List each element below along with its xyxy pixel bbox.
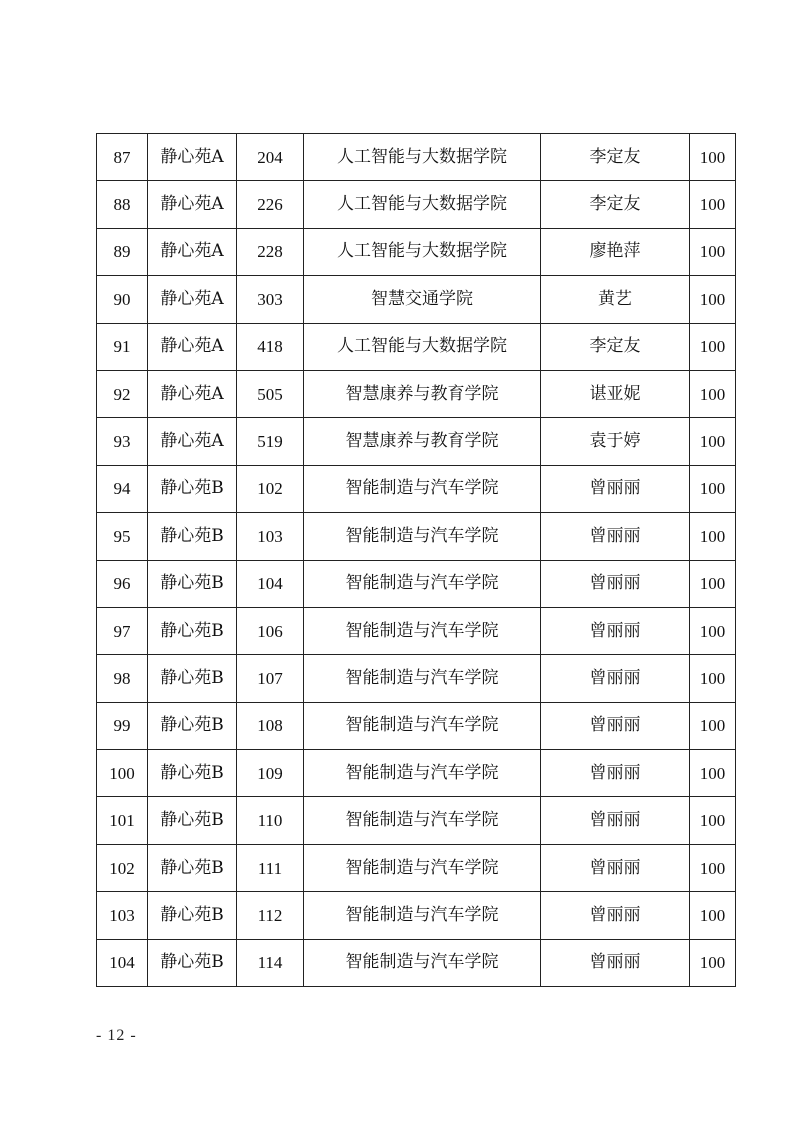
table-row <box>97 418 736 465</box>
score-cell: 100 <box>690 228 736 275</box>
room-number-cell: 112 <box>237 892 304 939</box>
building-cell: 静心苑B <box>148 892 237 939</box>
person-cell: 曾丽丽 <box>541 513 690 560</box>
college-cell: 智慧康养与教育学院 <box>304 370 541 417</box>
score-cell: 100 <box>690 655 736 702</box>
table-row <box>97 892 736 939</box>
score-cell: 100 <box>690 702 736 749</box>
person-cell: 谌亚妮 <box>541 370 690 417</box>
score-cell: 100 <box>690 797 736 844</box>
row-number-cell: 94 <box>97 465 148 512</box>
person-cell: 曾丽丽 <box>541 607 690 654</box>
table-row <box>97 607 736 654</box>
score-cell: 100 <box>690 134 736 181</box>
row-number-cell: 100 <box>97 750 148 797</box>
score-cell: 100 <box>690 276 736 323</box>
building-cell: 静心苑B <box>148 797 237 844</box>
person-cell: 黄艺 <box>541 276 690 323</box>
table-row <box>97 323 736 370</box>
building-cell: 静心苑B <box>148 465 237 512</box>
person-cell: 曾丽丽 <box>541 939 690 986</box>
person-cell: 李定友 <box>541 134 690 181</box>
room-number-cell: 303 <box>237 276 304 323</box>
building-cell: 静心苑B <box>148 702 237 749</box>
row-number-cell: 103 <box>97 892 148 939</box>
row-number-cell: 90 <box>97 276 148 323</box>
room-number-cell: 102 <box>237 465 304 512</box>
room-number-cell: 114 <box>237 939 304 986</box>
score-cell: 100 <box>690 560 736 607</box>
table-body <box>97 134 736 987</box>
building-cell: 静心苑B <box>148 655 237 702</box>
table-row <box>97 844 736 891</box>
person-cell: 李定友 <box>541 323 690 370</box>
college-cell: 智能制造与汽车学院 <box>304 560 541 607</box>
room-number-cell: 109 <box>237 750 304 797</box>
person-cell: 李定友 <box>541 181 690 228</box>
person-cell: 曾丽丽 <box>541 750 690 797</box>
row-number-cell: 98 <box>97 655 148 702</box>
table-row <box>97 702 736 749</box>
person-cell: 曾丽丽 <box>541 655 690 702</box>
row-number-cell: 87 <box>97 134 148 181</box>
room-number-cell: 107 <box>237 655 304 702</box>
college-cell: 智能制造与汽车学院 <box>304 465 541 512</box>
college-cell: 智慧交通学院 <box>304 276 541 323</box>
building-cell: 静心苑B <box>148 513 237 560</box>
person-cell: 曾丽丽 <box>541 844 690 891</box>
college-cell: 人工智能与大数据学院 <box>304 134 541 181</box>
building-cell: 静心苑B <box>148 844 237 891</box>
room-number-cell: 204 <box>237 134 304 181</box>
table-row <box>97 370 736 417</box>
building-cell: 静心苑A <box>148 181 237 228</box>
score-cell: 100 <box>690 370 736 417</box>
person-cell: 曾丽丽 <box>541 465 690 512</box>
college-cell: 人工智能与大数据学院 <box>304 181 541 228</box>
room-number-cell: 505 <box>237 370 304 417</box>
row-number-cell: 101 <box>97 797 148 844</box>
building-cell: 静心苑A <box>148 228 237 275</box>
room-number-cell: 226 <box>237 181 304 228</box>
score-cell: 100 <box>690 323 736 370</box>
person-cell: 曾丽丽 <box>541 702 690 749</box>
college-cell: 智能制造与汽车学院 <box>304 939 541 986</box>
table-row <box>97 276 736 323</box>
row-number-cell: 95 <box>97 513 148 560</box>
room-number-cell: 103 <box>237 513 304 560</box>
building-cell: 静心苑B <box>148 560 237 607</box>
building-cell: 静心苑A <box>148 370 237 417</box>
table-row <box>97 513 736 560</box>
person-cell: 曾丽丽 <box>541 892 690 939</box>
room-number-cell: 519 <box>237 418 304 465</box>
person-cell: 曾丽丽 <box>541 797 690 844</box>
score-cell: 100 <box>690 181 736 228</box>
person-cell: 袁于婷 <box>541 418 690 465</box>
building-cell: 静心苑A <box>148 418 237 465</box>
building-cell: 静心苑B <box>148 939 237 986</box>
person-cell: 曾丽丽 <box>541 560 690 607</box>
table-row <box>97 560 736 607</box>
row-number-cell: 99 <box>97 702 148 749</box>
table-row <box>97 228 736 275</box>
table-row <box>97 134 736 181</box>
row-number-cell: 89 <box>97 228 148 275</box>
college-cell: 智能制造与汽车学院 <box>304 844 541 891</box>
college-cell: 智能制造与汽车学院 <box>304 892 541 939</box>
building-cell: 静心苑A <box>148 323 237 370</box>
college-cell: 智能制造与汽车学院 <box>304 655 541 702</box>
dormitory-score-table <box>96 133 736 987</box>
college-cell: 智慧康养与教育学院 <box>304 418 541 465</box>
score-cell: 100 <box>690 939 736 986</box>
room-number-cell: 111 <box>237 844 304 891</box>
college-cell: 智能制造与汽车学院 <box>304 513 541 560</box>
table-row <box>97 465 736 512</box>
college-cell: 智能制造与汽车学院 <box>304 750 541 797</box>
row-number-cell: 104 <box>97 939 148 986</box>
score-cell: 100 <box>690 513 736 560</box>
row-number-cell: 96 <box>97 560 148 607</box>
room-number-cell: 228 <box>237 228 304 275</box>
row-number-cell: 88 <box>97 181 148 228</box>
college-cell: 智能制造与汽车学院 <box>304 607 541 654</box>
room-number-cell: 106 <box>237 607 304 654</box>
room-number-cell: 418 <box>237 323 304 370</box>
row-number-cell: 91 <box>97 323 148 370</box>
table-row <box>97 655 736 702</box>
row-number-cell: 93 <box>97 418 148 465</box>
table-row <box>97 750 736 797</box>
college-cell: 人工智能与大数据学院 <box>304 323 541 370</box>
room-number-cell: 110 <box>237 797 304 844</box>
row-number-cell: 92 <box>97 370 148 417</box>
row-number-cell: 102 <box>97 844 148 891</box>
college-cell: 智能制造与汽车学院 <box>304 702 541 749</box>
building-cell: 静心苑A <box>148 134 237 181</box>
building-cell: 静心苑A <box>148 276 237 323</box>
college-cell: 智能制造与汽车学院 <box>304 797 541 844</box>
table-row <box>97 939 736 986</box>
score-cell: 100 <box>690 750 736 797</box>
table-row <box>97 181 736 228</box>
building-cell: 静心苑B <box>148 607 237 654</box>
score-cell: 100 <box>690 465 736 512</box>
score-cell: 100 <box>690 418 736 465</box>
table-row <box>97 797 736 844</box>
college-cell: 人工智能与大数据学院 <box>304 228 541 275</box>
score-cell: 100 <box>690 844 736 891</box>
score-cell: 100 <box>690 892 736 939</box>
score-cell: 100 <box>690 607 736 654</box>
room-number-cell: 108 <box>237 702 304 749</box>
page-number: - 12 - <box>96 1027 137 1044</box>
row-number-cell: 97 <box>97 607 148 654</box>
building-cell: 静心苑B <box>148 750 237 797</box>
person-cell: 廖艳萍 <box>541 228 690 275</box>
room-number-cell: 104 <box>237 560 304 607</box>
